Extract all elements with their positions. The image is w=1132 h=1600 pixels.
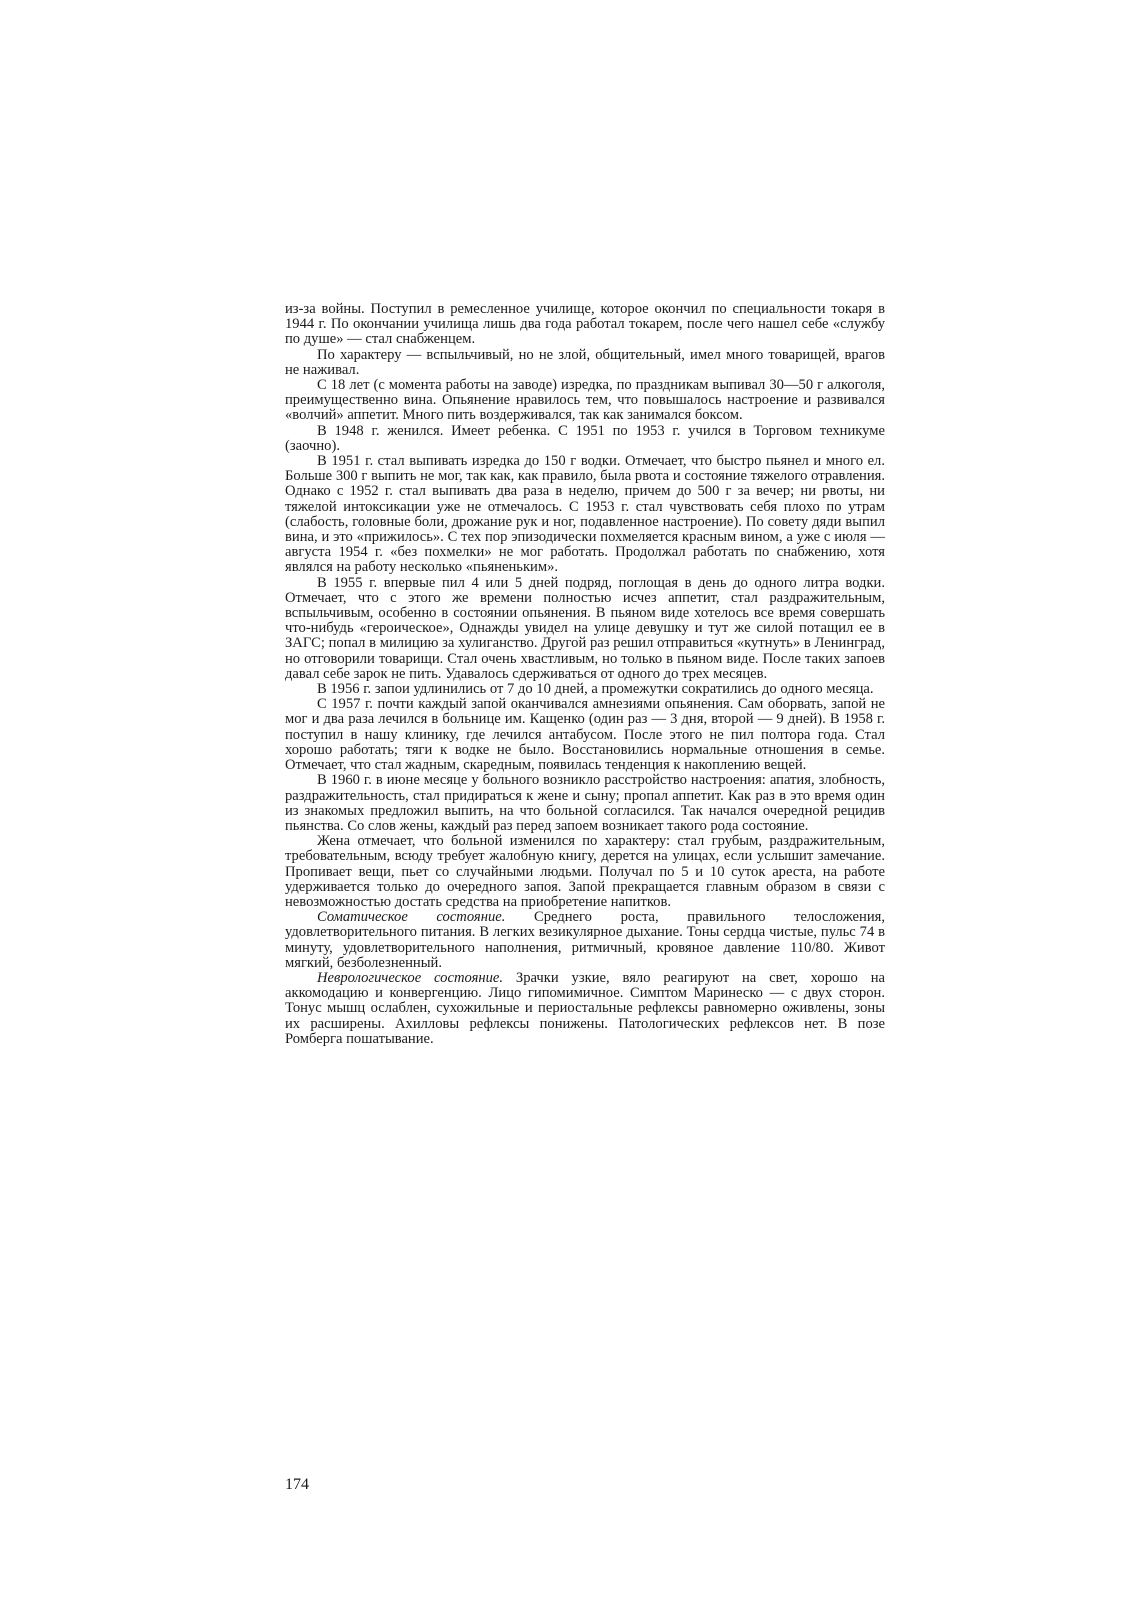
somatic-heading: Соматическое состояние.: [317, 909, 506, 926]
somatic-paragraph: [285, 910, 885, 971]
paragraph-6: В 1955 г. впервые пил 4 или 5 дней подряд, поглощая в день до одного литра водки. Отмечает, что с этого же времени полностью исчез аппетит, стал раздражительным, вспыльчивым, особенно в состоянии опьянения. В пьяном виде хотелось все время совершать что-нибудь «героическое», Однажды увидел на улице девушку и тут же силой потащил ее в ЗАГС; попал в милицию за хулиганство. Другой раз решил отправиться «кутнуть» в Ленинград, но отговорили товарищи. Стал очень хвастливым, но только в пьяном виде. После таких запоев давал себе зарок не пить. Удавалось сдерживаться от одного до трех месяцев.: [285, 574, 885, 682]
paragraph-5: В 1951 г. стал выпивать изредка до 150 г водки. Отмечает, что быстро пьянел и много ел. Больше 300 г выпить не мог, так как, как правило, была рвота и состояние тяжелого отравления. Однако с 1952 г. стал выпивать два раза в неделю, причем до 500 г за вечер; ни рвоты, ни тяжелой интоксикации уже не отмечалось. С 1953 г. стал чувствовать себя плохо по утрам (слабость, головные боли, дрожание рук и ног, подавленное настроение). По совету дяди выпил вина, и это «прижилось». С тех пор эпизодически похмеляется красным вином, а уже с июля — августа 1954 г. «без похмелки» не мог работать. Продолжал работать по снабжению, хотя являлся на работу несколько «пьяненьким».: [285, 453, 885, 576]
paragraph-2: По характеру — вспыльчивый, но не злой, общительный, имел много товарищей, врагов не наживал.: [285, 346, 885, 378]
paragraph-8: С 1957 г. почти каждый запой оканчивался амнезиями опьянения. Сам оборвать, запой не мог и два раза лечился в больнице им. Кащенко (один раз — 3 дня, второй — 9 дней). В 1958 г. поступил в нашу клинику, где лечился антабусом. После этого не пил полтора года. Стал хорошо работать; тяги к водке не было. Восстановились нормальные отношения в семье. Отмечает, что стал жадным, скаредным, появилась тенденция к накоплению вещей.: [285, 696, 885, 774]
paragraph-3: С 18 лет (с момента работы на заводе) изредка, по праздникам выпивал 30—50 г алкоголя, преимущественно вина. Опьянение нравилось тем, что повышалось настроение и развивался «волчий» аппетит. Много пить воздерживался, так как занимался боксом.: [285, 377, 885, 424]
paragraph-4: В 1948 г. женился. Имеет ребенка. С 1951 по 1953 г. учился в Торговом техникуме (заочно).: [285, 422, 885, 454]
paragraph-10: Жена отмечает, что больной изменился по характеру: стал грубым, раздражительным, требовательным, всюду требует жалобную книгу, дерется на улицах, если услышит замечание. Пропивает вещи, пьет со случайными людьми. Получал по 5 и 10 суток ареста, на работе удерживается только до очередного запоя. Запой прекращается главным образом в связи с невозможностью достать средства на приобретение напитков.: [285, 833, 885, 910]
page-text-block: [285, 302, 885, 1047]
paragraph-1: из-за войны. Поступил в ремесленное училище, которое окончил по специальности токаря в 1944 г. По окончании училища лишь два года работал токарем, после чего нашел себе «службу по душе» — стал снабженцем.: [285, 301, 885, 348]
neuro-paragraph: [285, 971, 885, 1047]
somatic-text: Среднего роста, правильного телосложения, удовлетворительного питания. В легких везикулярное дыхание. Тоны сердца чистые, пульс 74 в минуту, удовлетворительного наполнения, ритмичный, кровяное давление 110/80. Живот мягкий, безболезненный.: [285, 909, 885, 971]
neuro-text: Зрачки узкие, вяло реагируют на свет, хорошо на аккомодацию и конвергенцию. Лицо гипомимичное. Симптом Маринеско — с двух сторон. Тонус мышц ослаблен, сухожильные и периостальные рефлексы равномерно оживлены, зоны их расширены. Ахилловы рефлексы понижены. Патологических рефлексов нет. В позе Ромберга пошатывание.: [285, 969, 886, 1047]
neuro-heading: Неврологическое состояние.: [317, 969, 504, 986]
paragraph-9: В 1960 г. в июне месяце у больного возникло расстройство настроения: апатия, злобность, раздражительность, стал придираться к жене и сыну; пропал аппетит. Как раз в это время один из знакомых предложил выпить, на что больной согласился. Так начался очередной рецидив пьянства. Со слов жены, каждый раз перед запоем возникает такого рода состояние.: [285, 772, 885, 834]
page-number: 174: [285, 1476, 309, 1493]
paragraph-7: В 1956 г. запои удлинились от 7 до 10 дней, а промежутки сократились до одного месяца.: [317, 681, 874, 698]
